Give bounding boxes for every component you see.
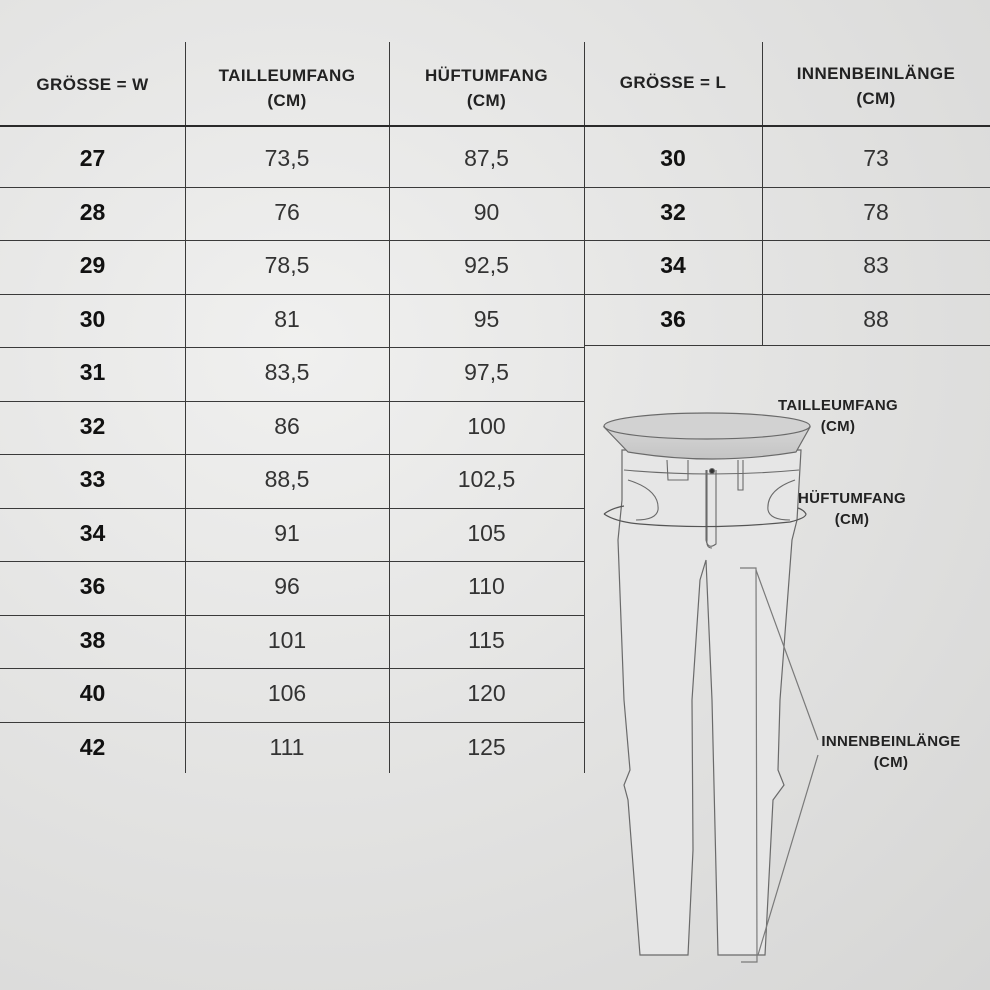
cell-size-w: 32 (79, 412, 106, 439)
cell-waist: 96 (274, 573, 300, 599)
cell-size-w: 30 (79, 305, 106, 332)
cell-hip: 92,5 (464, 252, 509, 278)
cell-hip: 87,5 (464, 145, 509, 171)
cell-hip: 100 (467, 412, 506, 439)
cell-size-w: 28 (79, 198, 106, 225)
cell-hip: 120 (467, 680, 506, 706)
cell-size-w: 34 (79, 519, 106, 546)
cell-size-w: 27 (79, 145, 106, 171)
cell-waist: 88,5 (264, 466, 310, 492)
cell-waist: 78,5 (264, 252, 310, 278)
header-hip: HÜFTUMFANG (CM) (425, 66, 548, 110)
cell-hip: 110 (468, 573, 505, 599)
cell-hip: 105 (467, 519, 506, 546)
cell-hip: 95 (473, 305, 500, 332)
cell-size-l: 36 (660, 305, 686, 332)
cell-inseam: 83 (863, 252, 889, 278)
diagram-waist-label: TAILLEUMFANG (CM) (778, 397, 898, 435)
cell-size-w: 29 (79, 252, 106, 278)
cell-size-w: 40 (79, 680, 106, 706)
cell-size-w: 33 (79, 466, 106, 492)
cell-waist: 76 (274, 198, 300, 225)
cell-size-w: 36 (79, 573, 106, 599)
cell-waist: 83,5 (264, 359, 310, 385)
cell-hip: 102,5 (457, 466, 516, 492)
cell-size-w: 42 (79, 733, 106, 760)
cell-waist: 101 (267, 626, 307, 653)
cell-hip: 90 (473, 198, 500, 225)
header-size-l: GRÖSSE = L (619, 73, 727, 92)
diagram-inseam-label: INNENBEINLÄNGE (CM) (821, 733, 961, 771)
diagram-hip-label: HÜFTUMFANG (CM) (798, 490, 906, 528)
cell-inseam: 73 (863, 145, 889, 171)
cell-inseam: 88 (863, 305, 889, 332)
cell-size-l: 32 (660, 198, 686, 225)
cell-size-w: 31 (79, 359, 106, 385)
cell-waist: 106 (267, 680, 307, 706)
cell-size-l: 34 (660, 252, 686, 278)
header-waist: TAILLEUMFANG (CM) (218, 66, 356, 110)
header-inseam: INNENBEINLÄNGE (CM) (796, 64, 956, 108)
cell-waist: 91 (274, 519, 300, 546)
cell-waist: 73,5 (264, 145, 310, 171)
cell-waist: 111 (269, 733, 305, 760)
cell-hip: 115 (468, 626, 505, 653)
cell-size-w: 38 (79, 626, 106, 653)
cell-inseam: 78 (863, 198, 889, 225)
jeans-outline (618, 450, 801, 955)
cell-hip: 125 (467, 733, 506, 760)
cell-waist: 86 (274, 412, 300, 439)
header-size-w: GRÖSSE = W (36, 75, 149, 94)
cell-hip: 97,5 (464, 359, 509, 385)
cell-size-l: 30 (660, 145, 686, 171)
cell-waist: 81 (274, 305, 300, 332)
